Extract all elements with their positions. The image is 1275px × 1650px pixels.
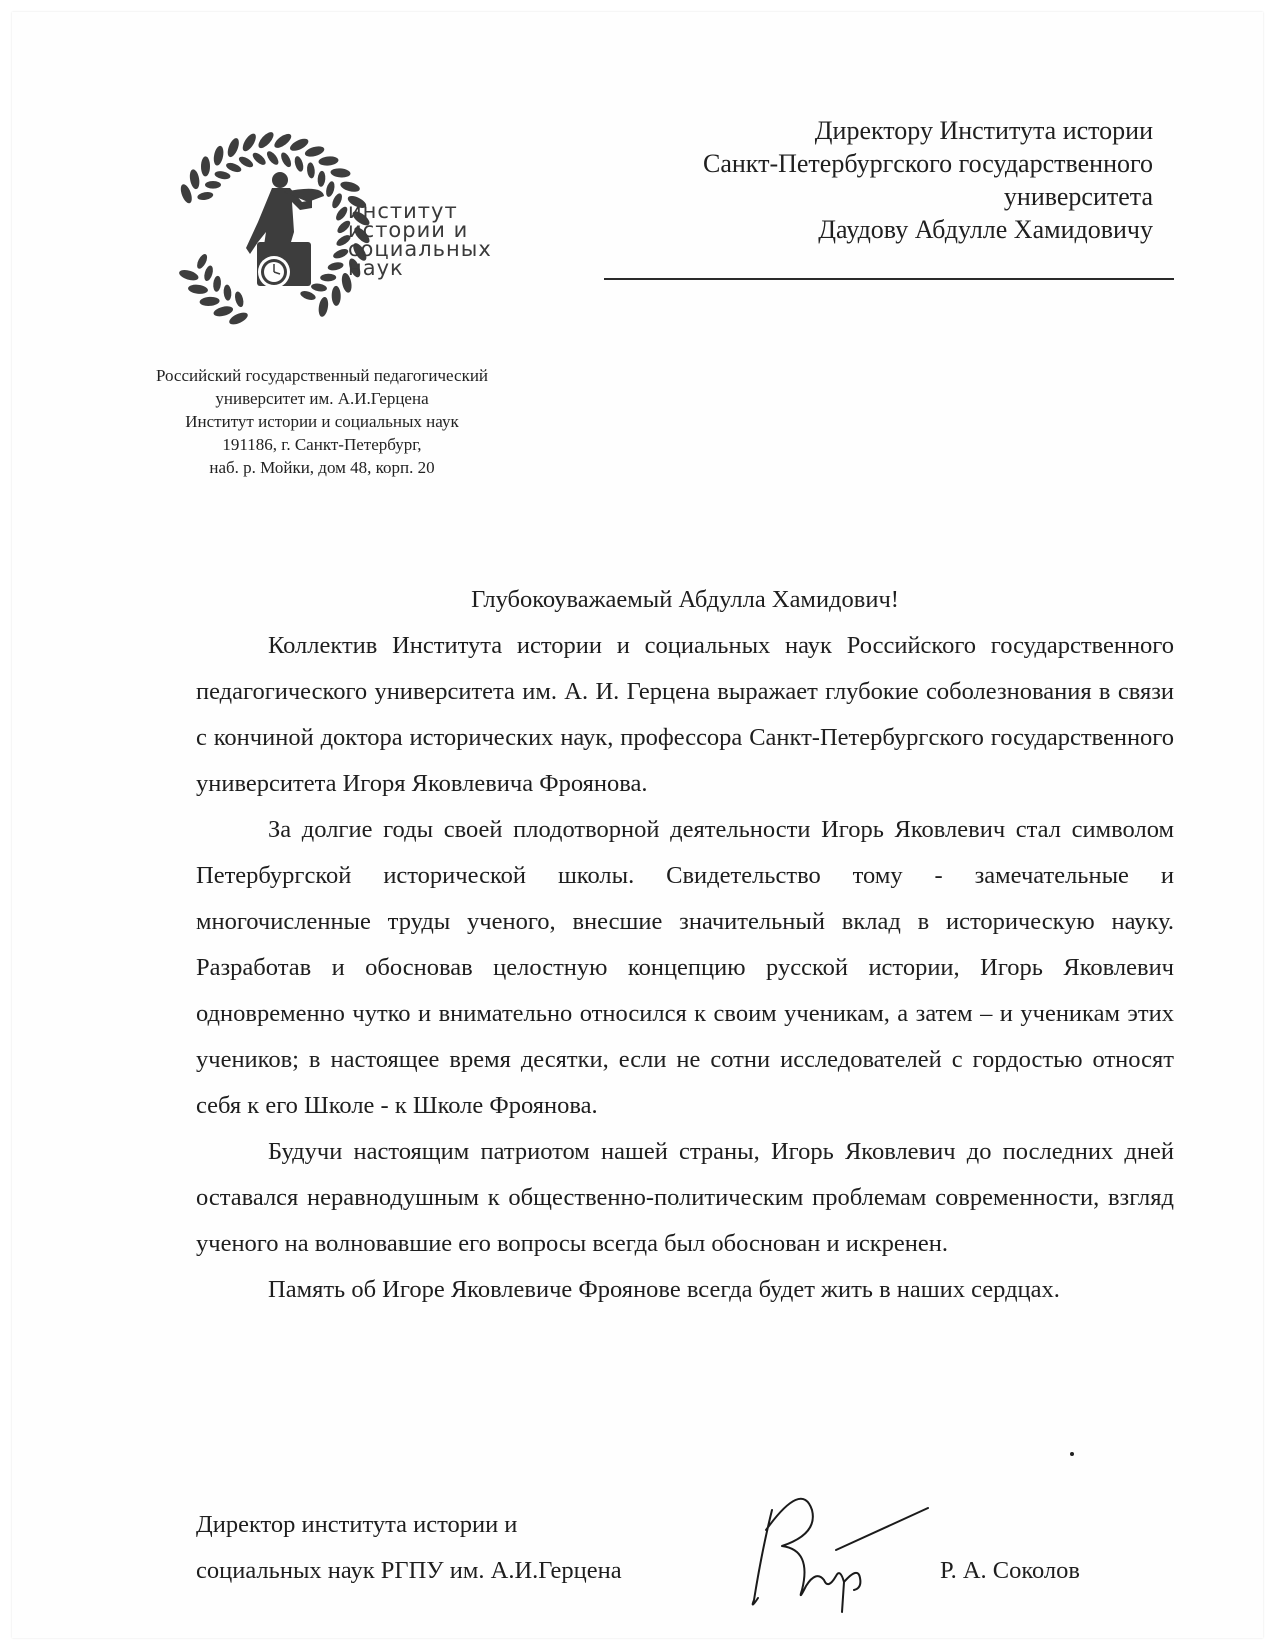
- signatory-title: [196, 1502, 622, 1594]
- wreath-leaf: [332, 247, 350, 260]
- wreath-leaf: [306, 162, 315, 179]
- addressee-divider: [604, 278, 1174, 280]
- scan-speck: [1070, 1452, 1074, 1456]
- paragraph-3: Будучи настоящим патриотом нашей страны, Игорь Яковлевич до последних дней оставался неравнодушным к общественно-политическим проблемам современности, взгляд ученого на волновавшие его вопросы всегда был обоснован и искренен.: [196, 1138, 1174, 1257]
- addressee-line-3: университета: [1003, 182, 1153, 211]
- org-line-2: университет им. А.И.Герцена: [215, 389, 429, 408]
- wreath-leaf: [214, 170, 231, 180]
- logo-wordmark: институт истории и социальных наук: [348, 199, 492, 280]
- addressee-line-4: Даудову Абдулле Хамидовичу: [818, 215, 1153, 244]
- signatory-name: Р. А. Соколов: [940, 1557, 1080, 1584]
- wreath-leaf: [304, 144, 326, 158]
- wreath-leaf: [178, 268, 200, 282]
- wreath-leaf: [195, 253, 209, 271]
- signatory-title-line-1: Директор института истории и: [196, 1511, 518, 1538]
- letter-sheet: [12, 12, 1263, 1638]
- wreath-leaf: [299, 289, 317, 302]
- wreath-leaf: [203, 265, 215, 282]
- wreath-leaf: [205, 181, 221, 189]
- org-line-4: 191186, г. Санкт-Петербург,: [222, 435, 422, 454]
- wreath-leaf: [212, 145, 225, 166]
- wreath-leaf: [212, 275, 221, 292]
- letter-body: [196, 577, 1174, 1313]
- paragraph-1: Коллектив Института истории и социальных наук Российского государственного педагогического университета им. А. И. Герцена выражает глубокие соболезнования в связи с кончиной доктора исторических наук, профессора Санкт-Петербургского государственного университета Игоря Яковлевича Фроянова.: [196, 632, 1174, 797]
- addressee-line-2: Санкт-Петербургского государственного: [703, 149, 1153, 178]
- wreath-leaf: [332, 286, 341, 306]
- wreath-leaf: [179, 183, 194, 205]
- wreath-leaf: [317, 296, 329, 317]
- paragraph-2: За долгие годы своей плодотворной деятельности Игорь Яковлевич стал символом Петербургской исторической школы. Свидетельство тому - замечательные и многочисленные труды ученого, внесшие значительный вклад в историческую науку. Разработав и обосновав целостную концепцию русской истории, Игорь Яковлевич одновременно чутко и внимательно относился к своим ученикам, а затем – и ученикам этих учеников; в настоящее время десятки, если не сотни исследователей с гордостью относят себя к его Школе - к Школе Фроянова.: [196, 816, 1174, 1119]
- wreath-leaf: [225, 137, 241, 159]
- wreath-leaf: [317, 171, 326, 188]
- salutation: Глубокоуважаемый Абдулла Хамидович!: [471, 586, 899, 613]
- wreath-leaf: [197, 191, 214, 201]
- addressee-line-1: Директору Института истории: [814, 116, 1153, 145]
- wreath-leaf: [199, 296, 220, 306]
- wreath-leaf: [325, 180, 336, 197]
- wreath-leaf: [251, 151, 268, 167]
- wreath-leaf: [188, 284, 209, 295]
- org-line-1: Российский государственный педагогический: [155, 366, 489, 385]
- wreath-leaf: [265, 149, 281, 166]
- wreath-leaf: [320, 274, 336, 282]
- wreath-leaf: [330, 168, 351, 179]
- wreath-leaf: [212, 304, 234, 318]
- wreath-leaf: [318, 156, 339, 167]
- org-line-3: Институт истории и социальных наук: [185, 412, 459, 431]
- wreath-leaf: [201, 156, 210, 176]
- addressee-block: [593, 114, 1153, 246]
- wreath-leaf: [240, 132, 258, 154]
- sender-address-block: [92, 364, 552, 479]
- wreath-leaf: [188, 169, 200, 190]
- wreath-leaf: [225, 161, 243, 174]
- org-line-5: наб. р. Мойки, дом 48, корп. 20: [209, 458, 435, 477]
- wreath-leaf: [293, 155, 305, 172]
- wreath-leaf: [339, 180, 361, 194]
- wreath-leaf: [223, 284, 232, 301]
- signatory-title-line-2: социальных наук РГПУ им. А.И.Герцена: [196, 1557, 622, 1584]
- closing-line: Память об Игоре Яковлевиче Фроянове всегда будет жить в наших сердцах.: [268, 1276, 1060, 1303]
- wreath-leaf: [279, 151, 293, 169]
- wreath-leaf: [327, 261, 344, 272]
- wreath-leaf: [330, 192, 344, 210]
- wreath-leaf: [256, 130, 276, 151]
- wreath-leaf: [311, 282, 328, 292]
- handwritten-signature: [732, 1490, 932, 1620]
- wreath-leaf: [233, 291, 244, 308]
